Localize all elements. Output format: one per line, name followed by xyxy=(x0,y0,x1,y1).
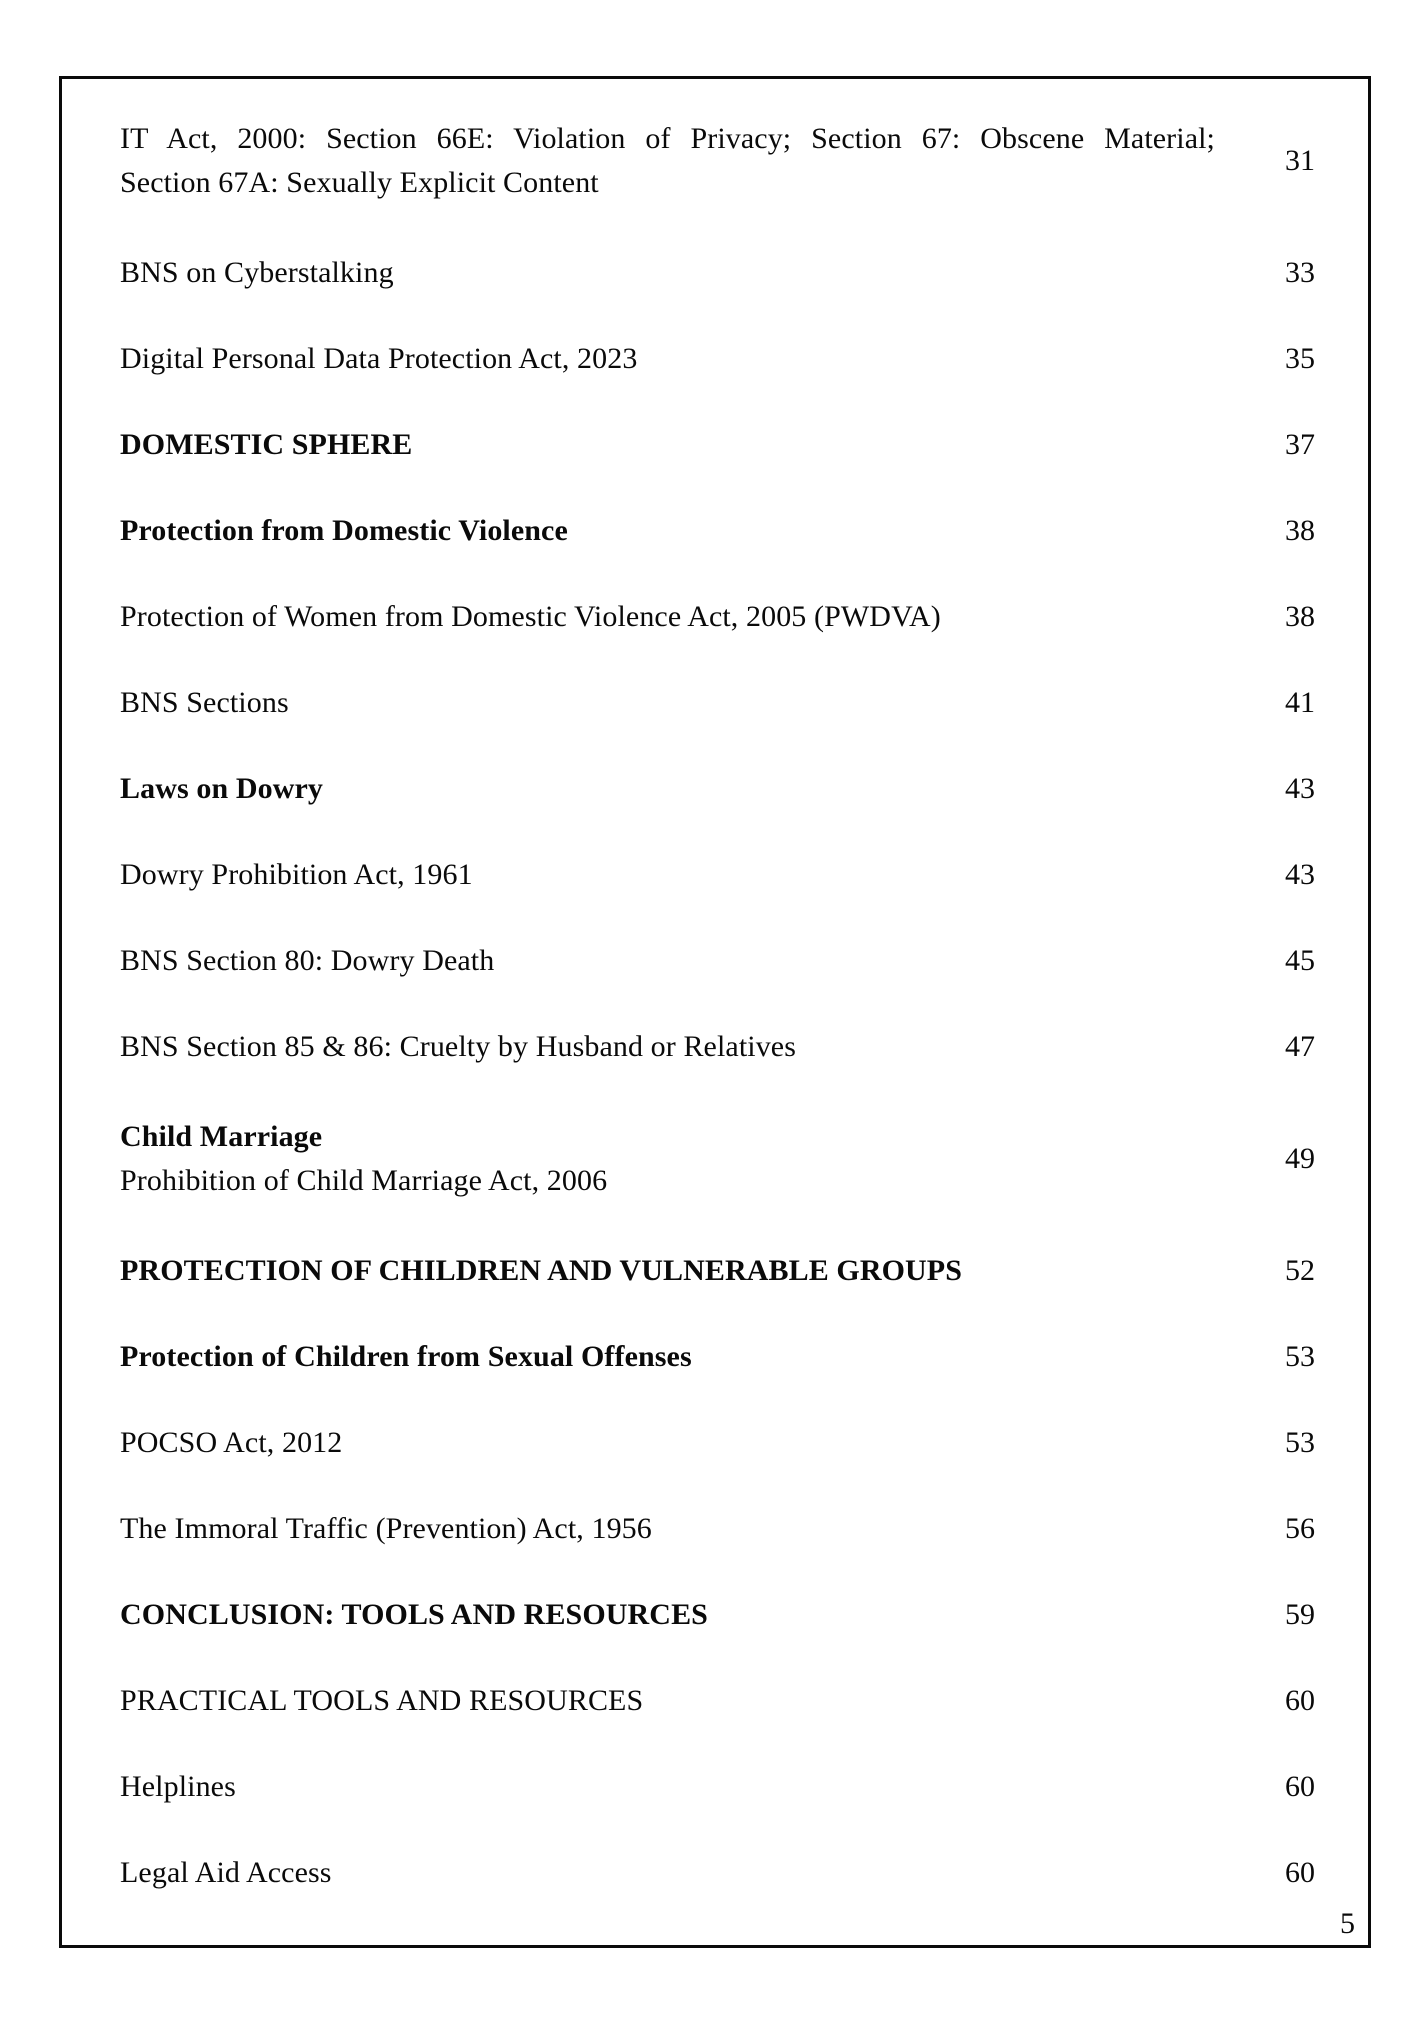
toc-entry-title xyxy=(120,771,1215,807)
toc-entry xyxy=(120,1855,1315,1891)
toc-entry-line: Section 67A: Sexually Explicit Content xyxy=(120,166,599,199)
toc-entry-page-number: 56 xyxy=(1285,1512,1315,1545)
toc-entry xyxy=(120,1029,1315,1065)
page-number-footer: 5 xyxy=(1340,1907,1355,1940)
toc-entry-title xyxy=(120,1769,1215,1805)
toc-entry xyxy=(120,117,1315,205)
toc-entry-line: Laws on Dowry xyxy=(120,772,323,805)
toc-entry xyxy=(120,943,1315,979)
toc-entry-line: BNS on Cyberstalking xyxy=(120,256,394,289)
toc-entry xyxy=(120,1597,1315,1633)
table-of-contents xyxy=(120,117,1315,1891)
toc-entry-title xyxy=(120,1425,1215,1461)
toc-entry-page-number: 60 xyxy=(1285,1684,1315,1717)
toc-entry-page-number: 59 xyxy=(1285,1598,1315,1631)
toc-entry-page-number: 45 xyxy=(1285,944,1315,977)
toc-entry-page-number: 43 xyxy=(1285,858,1315,891)
toc-entry-page-number: 47 xyxy=(1285,1030,1315,1063)
toc-entry xyxy=(120,255,1315,291)
toc-entry-title xyxy=(120,1855,1215,1891)
toc-entry-page-number: 37 xyxy=(1285,428,1315,461)
toc-entry-title xyxy=(120,117,1215,205)
toc-entry-line: CONCLUSION: TOOLS AND RESOURCES xyxy=(120,1598,708,1631)
toc-entry-line: Digital Personal Data Protection Act, 2023 xyxy=(120,342,638,375)
toc-entry-line: POCSO Act, 2012 xyxy=(120,1426,343,1459)
toc-entry-title xyxy=(120,1115,1215,1203)
toc-entry xyxy=(120,427,1315,463)
toc-entry-page-number: 38 xyxy=(1285,600,1315,633)
toc-entry-line: Protection from Domestic Violence xyxy=(120,514,568,547)
toc-entry-page-number: 60 xyxy=(1285,1856,1315,1889)
toc-entry-title xyxy=(120,341,1215,377)
toc-entry-title xyxy=(120,513,1215,549)
toc-entry xyxy=(120,341,1315,377)
toc-entry xyxy=(120,1769,1315,1805)
toc-entry xyxy=(120,857,1315,893)
toc-entry-title xyxy=(120,255,1215,291)
toc-entry xyxy=(120,1339,1315,1375)
toc-entry-line: Protection of Women from Domestic Violence Act, 2005 (PWDVA) xyxy=(120,600,941,633)
toc-entry xyxy=(120,771,1315,807)
toc-entry-title xyxy=(120,1511,1215,1547)
toc-entry-page-number: 53 xyxy=(1285,1426,1315,1459)
toc-entry-line: PROTECTION OF CHILDREN AND VULNERABLE GROUPS xyxy=(120,1254,963,1287)
toc-entry-line: BNS Sections xyxy=(120,686,289,719)
toc-entry xyxy=(120,685,1315,721)
toc-entry-page-number: 35 xyxy=(1285,342,1315,375)
toc-entry-line: Child Marriage xyxy=(120,1120,323,1153)
toc-entry xyxy=(120,1115,1315,1203)
toc-entry xyxy=(120,1511,1315,1547)
toc-entry xyxy=(120,1425,1315,1461)
toc-entry xyxy=(120,599,1315,635)
toc-entry xyxy=(120,513,1315,549)
toc-entry-page-number: 52 xyxy=(1285,1254,1315,1287)
toc-entry-line: Protection of Children from Sexual Offenses xyxy=(120,1340,692,1373)
toc-entry-page-number: 38 xyxy=(1285,514,1315,547)
toc-entry-title xyxy=(120,685,1215,721)
toc-entry-title xyxy=(120,943,1215,979)
toc-entry xyxy=(120,1683,1315,1719)
toc-entry-line: PRACTICAL TOOLS AND RESOURCES xyxy=(120,1684,644,1717)
toc-entry-line: BNS Section 80: Dowry Death xyxy=(120,944,495,977)
toc-entry-line: Legal Aid Access xyxy=(120,1856,332,1889)
toc-entry-title xyxy=(120,1339,1215,1375)
toc-entry-title xyxy=(120,857,1215,893)
toc-entry-page-number: 31 xyxy=(1285,144,1315,177)
toc-entry-title xyxy=(120,1683,1215,1719)
toc-entry-line: Helplines xyxy=(120,1770,236,1803)
page-border-frame xyxy=(59,76,1371,1948)
toc-entry-title xyxy=(120,1597,1215,1633)
toc-entry-line: DOMESTIC SPHERE xyxy=(120,428,413,461)
toc-entry-page-number: 33 xyxy=(1285,256,1315,289)
toc-entry-title xyxy=(120,427,1215,463)
toc-entry xyxy=(120,1253,1315,1289)
toc-entry-page-number: 41 xyxy=(1285,686,1315,719)
toc-entry-page-number: 60 xyxy=(1285,1770,1315,1803)
toc-entry-line: Prohibition of Child Marriage Act, 2006 xyxy=(120,1164,608,1197)
toc-entry-line: Dowry Prohibition Act, 1961 xyxy=(120,858,473,891)
toc-entry-page-number: 53 xyxy=(1285,1340,1315,1373)
toc-entry-line: BNS Section 85 & 86: Cruelty by Husband or Relatives xyxy=(120,1030,796,1063)
toc-entry-line: IT Act, 2000: Section 66E: Violation of Privacy; Section 67: Obscene Material; xyxy=(120,122,1215,155)
toc-entry-title xyxy=(120,1029,1215,1065)
toc-entry-title xyxy=(120,1253,1215,1289)
toc-entry-page-number: 49 xyxy=(1285,1142,1315,1175)
toc-entry-line: The Immoral Traffic (Prevention) Act, 1956 xyxy=(120,1512,652,1545)
toc-entry-page-number: 43 xyxy=(1285,772,1315,805)
toc-entry-title xyxy=(120,599,1215,635)
